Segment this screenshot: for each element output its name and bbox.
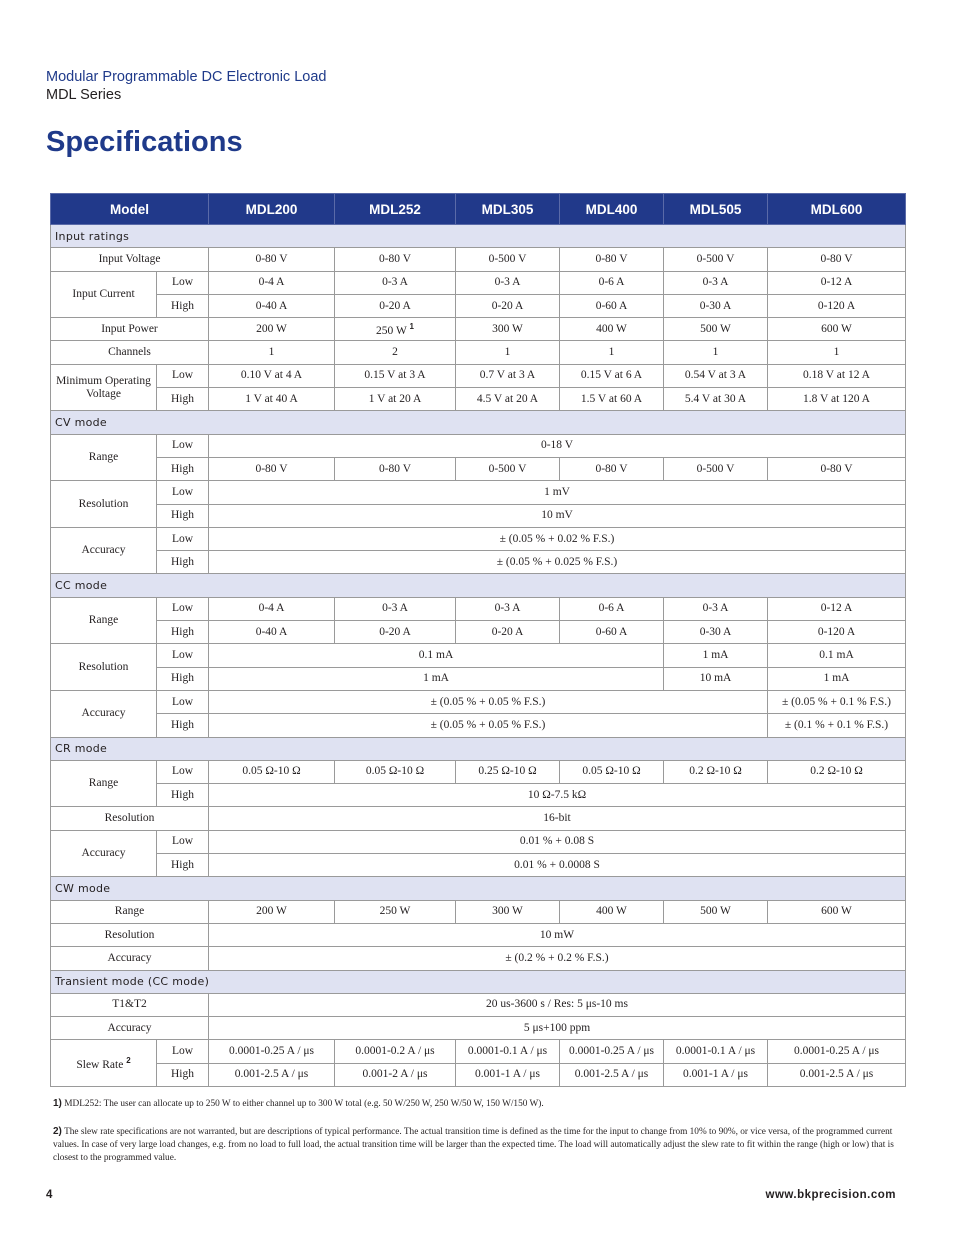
table-row	[51, 900, 906, 923]
table-row	[51, 388, 906, 411]
level-label: High	[157, 714, 209, 737]
section-cc-mode: CC mode	[51, 574, 906, 597]
cell: 2	[335, 341, 456, 364]
footnote-mark: 1)	[53, 1098, 62, 1109]
row-label: T1&T2	[51, 993, 209, 1016]
cell: 0-500 V	[664, 248, 768, 271]
cell: 400 W	[560, 318, 664, 341]
level-label: High	[157, 621, 209, 644]
row-label: Input Current	[51, 271, 157, 318]
table-row	[51, 784, 906, 807]
cell: 500 W	[664, 318, 768, 341]
level-label: High	[157, 294, 209, 317]
cell: 0.001-2.5 A / μs	[768, 1063, 906, 1086]
cell: 1	[456, 341, 560, 364]
cell: ± (0.2 % + 0.2 % F.S.)	[209, 947, 906, 970]
cell: 600 W	[768, 318, 906, 341]
cell: 200 W	[209, 318, 335, 341]
cell: 0-40 A	[209, 621, 335, 644]
cell: 0-40 A	[209, 294, 335, 317]
table-row	[51, 364, 906, 387]
cell: ± (0.05 % + 0.1 % F.S.)	[768, 690, 906, 713]
cell: 0-80 V	[335, 248, 456, 271]
header-model-name: MDL600	[768, 194, 906, 225]
cell: 0-500 V	[664, 457, 768, 480]
header-model-name: MDL200	[209, 194, 335, 225]
cell: 0-20 A	[335, 621, 456, 644]
product-line: Modular Programmable DC Electronic Load	[46, 69, 327, 85]
row-label: Accuracy	[51, 527, 157, 574]
footnote-ref: 2	[126, 1056, 131, 1066]
cell: 0-6 A	[560, 271, 664, 294]
cell: 0.2 Ω-10 Ω	[664, 760, 768, 783]
level-label: High	[157, 504, 209, 527]
cell: 4.5 V at 20 A	[456, 388, 560, 411]
row-label: Minimum Operating Voltage	[51, 364, 157, 411]
header-model-name: MDL400	[560, 194, 664, 225]
cell: 0-60 A	[560, 621, 664, 644]
row-label: Channels	[51, 341, 209, 364]
cell: 0-20 A	[456, 621, 560, 644]
cell: 600 W	[768, 900, 906, 923]
section-cv-mode: CV mode	[51, 411, 906, 434]
row-label: Range	[51, 597, 157, 644]
table-row	[51, 621, 906, 644]
cell: 0-500 V	[456, 457, 560, 480]
level-label: Low	[157, 830, 209, 853]
cell: 10 mV	[209, 504, 906, 527]
table-row	[51, 714, 906, 737]
cell: 10 mA	[664, 667, 768, 690]
cell: 0-30 A	[664, 621, 768, 644]
cell: 0.05 Ω-10 Ω	[560, 760, 664, 783]
cell: 0-20 A	[335, 294, 456, 317]
cell: 1 mV	[209, 481, 906, 504]
cell: 0.001-2.5 A / μs	[209, 1063, 335, 1086]
section-input-ratings: Input ratings	[51, 225, 906, 248]
cell: 0-80 V	[768, 457, 906, 480]
level-label: Low	[157, 690, 209, 713]
cell: 0.0001-0.1 A / μs	[456, 1040, 560, 1063]
footnote-1	[53, 1097, 903, 1111]
cell: 0.15 V at 3 A	[335, 364, 456, 387]
cell: 0.0001-0.25 A / μs	[209, 1040, 335, 1063]
footnote-ref: 1	[409, 322, 414, 332]
level-label: Low	[157, 644, 209, 667]
website-url: www.bkprecision.com	[765, 1189, 896, 1201]
cell: 0.001-2.5 A / μs	[560, 1063, 664, 1086]
cell: 1 V at 40 A	[209, 388, 335, 411]
cell: 20 us-3600 s / Res: 5 μs-10 ms	[209, 993, 906, 1016]
cell: 0-60 A	[560, 294, 664, 317]
level-label: Low	[157, 597, 209, 620]
table-row	[51, 434, 906, 457]
cell: 0.0001-0.25 A / μs	[560, 1040, 664, 1063]
row-label: Accuracy	[51, 690, 157, 737]
cell: 0.2 Ω-10 Ω	[768, 760, 906, 783]
table-row	[51, 1040, 906, 1063]
row-label: Range	[51, 434, 157, 481]
cell: ± (0.1 % + 0.1 % F.S.)	[768, 714, 906, 737]
table-row	[51, 597, 906, 620]
cell: 0.0001-0.25 A / μs	[768, 1040, 906, 1063]
level-label: Low	[157, 1040, 209, 1063]
cell: 0.01 % + 0.0008 S	[209, 854, 906, 877]
cell: 0-4 A	[209, 271, 335, 294]
cell: 0-3 A	[335, 271, 456, 294]
cell: 200 W	[209, 900, 335, 923]
cell-value: 250 W	[376, 325, 407, 338]
cell: 1	[664, 341, 768, 364]
cell: 250 W	[335, 900, 456, 923]
cell: 0.7 V at 3 A	[456, 364, 560, 387]
cell: 0.05 Ω-10 Ω	[335, 760, 456, 783]
cell	[335, 318, 456, 341]
section-cw-mode: CW mode	[51, 877, 906, 900]
cell: 10 mW	[209, 923, 906, 946]
cell: 16-bit	[209, 807, 906, 830]
header-model-name: MDL305	[456, 194, 560, 225]
row-label: Resolution	[51, 644, 157, 691]
cell: 0-4 A	[209, 597, 335, 620]
cell: 1 V at 20 A	[335, 388, 456, 411]
series-name: MDL Series	[46, 87, 122, 103]
cell: 0.15 V at 6 A	[560, 364, 664, 387]
table-row	[51, 504, 906, 527]
table-row	[51, 993, 906, 1016]
cell: 0.25 Ω-10 Ω	[456, 760, 560, 783]
cell: 0-20 A	[456, 294, 560, 317]
cell: 0-6 A	[560, 597, 664, 620]
level-label: High	[157, 457, 209, 480]
cell: 1.5 V at 60 A	[560, 388, 664, 411]
table-row	[51, 667, 906, 690]
cell: 0-12 A	[768, 597, 906, 620]
footnote-text: MDL252: The user can allocate up to 250 W to either channel up to 300 W total (e.g. 50 W/250 W, 250 W/50 W, 150 W/150 W).	[64, 1099, 544, 1109]
level-label: High	[157, 551, 209, 574]
cell: 0.01 % + 0.08 S	[209, 830, 906, 853]
level-label: High	[157, 784, 209, 807]
cell: ± (0.05 % + 0.025 % F.S.)	[209, 551, 906, 574]
cell: 0-80 V	[209, 457, 335, 480]
cell: 0.05 Ω-10 Ω	[209, 760, 335, 783]
table-row	[51, 854, 906, 877]
cell: 1 mA	[209, 667, 664, 690]
cell: 5 μs+100 ppm	[209, 1017, 906, 1040]
cell: 0.1 mA	[768, 644, 906, 667]
row-label: Accuracy	[51, 1017, 209, 1040]
cell: 0-80 V	[335, 457, 456, 480]
row-label	[51, 1040, 157, 1087]
cell: 0-80 V	[560, 248, 664, 271]
cell: 0.001-1 A / μs	[456, 1063, 560, 1086]
cell: ± (0.05 % + 0.05 % F.S.)	[209, 690, 768, 713]
footnote-mark: 2)	[53, 1126, 62, 1137]
level-label: Low	[157, 434, 209, 457]
table-row	[51, 271, 906, 294]
cell: 0.1 mA	[209, 644, 664, 667]
header-model-name: MDL252	[335, 194, 456, 225]
row-label: Range	[51, 760, 157, 807]
cell: 0.18 V at 12 A	[768, 364, 906, 387]
row-label: Range	[51, 900, 209, 923]
cell: 500 W	[664, 900, 768, 923]
table-row	[51, 481, 906, 504]
cell: 0.0001-0.1 A / μs	[664, 1040, 768, 1063]
level-label: High	[157, 1063, 209, 1086]
cell: 10 Ω-7.5 kΩ	[209, 784, 906, 807]
footnote-2	[53, 1125, 909, 1165]
level-label: Low	[157, 364, 209, 387]
table-row	[51, 947, 906, 970]
table-row	[51, 318, 906, 341]
table-row	[51, 248, 906, 271]
cell: 400 W	[560, 900, 664, 923]
cell: 0-80 V	[560, 457, 664, 480]
cell: 0-3 A	[456, 597, 560, 620]
table-row	[51, 807, 906, 830]
table-row	[51, 294, 906, 317]
row-label: Accuracy	[51, 947, 209, 970]
cell: 0-80 V	[768, 248, 906, 271]
cell: ± (0.05 % + 0.05 % F.S.)	[209, 714, 768, 737]
table-row	[51, 457, 906, 480]
cell: 0-120 A	[768, 294, 906, 317]
cell: 0-500 V	[456, 248, 560, 271]
table-row	[51, 1063, 906, 1086]
table-row	[51, 551, 906, 574]
cell: 0-3 A	[664, 597, 768, 620]
cell: 0-12 A	[768, 271, 906, 294]
cell: 1	[768, 341, 906, 364]
row-label: Input Power	[51, 318, 209, 341]
row-label: Accuracy	[51, 830, 157, 877]
footnote-text: The slew rate specifications are not warranted, but are descriptions of typical performance. The actual transition time is defined as the time for the input to change from 10% to 90%, or vice versa, of the programmed current values. In case of very large load changes, e.g. from no load to full load, the actual transition time will be larger than the expected time. The load will automatically adjust the slew rate to fit within the range (high or low) that is closest to the programmed value.	[53, 1127, 894, 1163]
cell: 0.0001-0.2 A / μs	[335, 1040, 456, 1063]
row-label: Resolution	[51, 807, 209, 830]
cell: 1	[209, 341, 335, 364]
cell: 0-30 A	[664, 294, 768, 317]
cell: ± (0.05 % + 0.02 % F.S.)	[209, 527, 906, 550]
table-row	[51, 341, 906, 364]
row-label: Resolution	[51, 481, 157, 528]
cell: 0-3 A	[456, 271, 560, 294]
cell: 0.001-1 A / μs	[664, 1063, 768, 1086]
cell: 1 mA	[768, 667, 906, 690]
cell: 0.54 V at 3 A	[664, 364, 768, 387]
table-row	[51, 830, 906, 853]
table-row	[51, 690, 906, 713]
page-title: Specifications	[46, 126, 243, 158]
row-label-text: Slew Rate	[76, 1059, 124, 1072]
table-header-row	[51, 194, 906, 225]
table-row	[51, 1017, 906, 1040]
cell: 0-18 V	[209, 434, 906, 457]
cell: 5.4 V at 30 A	[664, 388, 768, 411]
level-label: Low	[157, 271, 209, 294]
cell: 1.8 V at 120 A	[768, 388, 906, 411]
table-row	[51, 760, 906, 783]
cell: 0-120 A	[768, 621, 906, 644]
table-row	[51, 923, 906, 946]
spec-table	[50, 193, 906, 1087]
cell: 0-3 A	[335, 597, 456, 620]
page-number: 4	[46, 1189, 53, 1201]
level-label: Low	[157, 481, 209, 504]
section-transient-mode: Transient mode (CC mode)	[51, 970, 906, 993]
header-model-name: MDL505	[664, 194, 768, 225]
section-cr-mode: CR mode	[51, 737, 906, 760]
level-label: High	[157, 667, 209, 690]
table-row	[51, 644, 906, 667]
level-label: Low	[157, 760, 209, 783]
cell: 1	[560, 341, 664, 364]
level-label: High	[157, 388, 209, 411]
cell: 0-80 V	[209, 248, 335, 271]
cell: 1 mA	[664, 644, 768, 667]
header-model: Model	[51, 194, 209, 225]
level-label: High	[157, 854, 209, 877]
cell: 0-3 A	[664, 271, 768, 294]
cell: 0.10 V at 4 A	[209, 364, 335, 387]
cell: 0.001-2 A / μs	[335, 1063, 456, 1086]
level-label: Low	[157, 527, 209, 550]
table-row	[51, 527, 906, 550]
cell: 300 W	[456, 318, 560, 341]
row-label: Resolution	[51, 923, 209, 946]
cell: 300 W	[456, 900, 560, 923]
row-label: Input Voltage	[51, 248, 209, 271]
